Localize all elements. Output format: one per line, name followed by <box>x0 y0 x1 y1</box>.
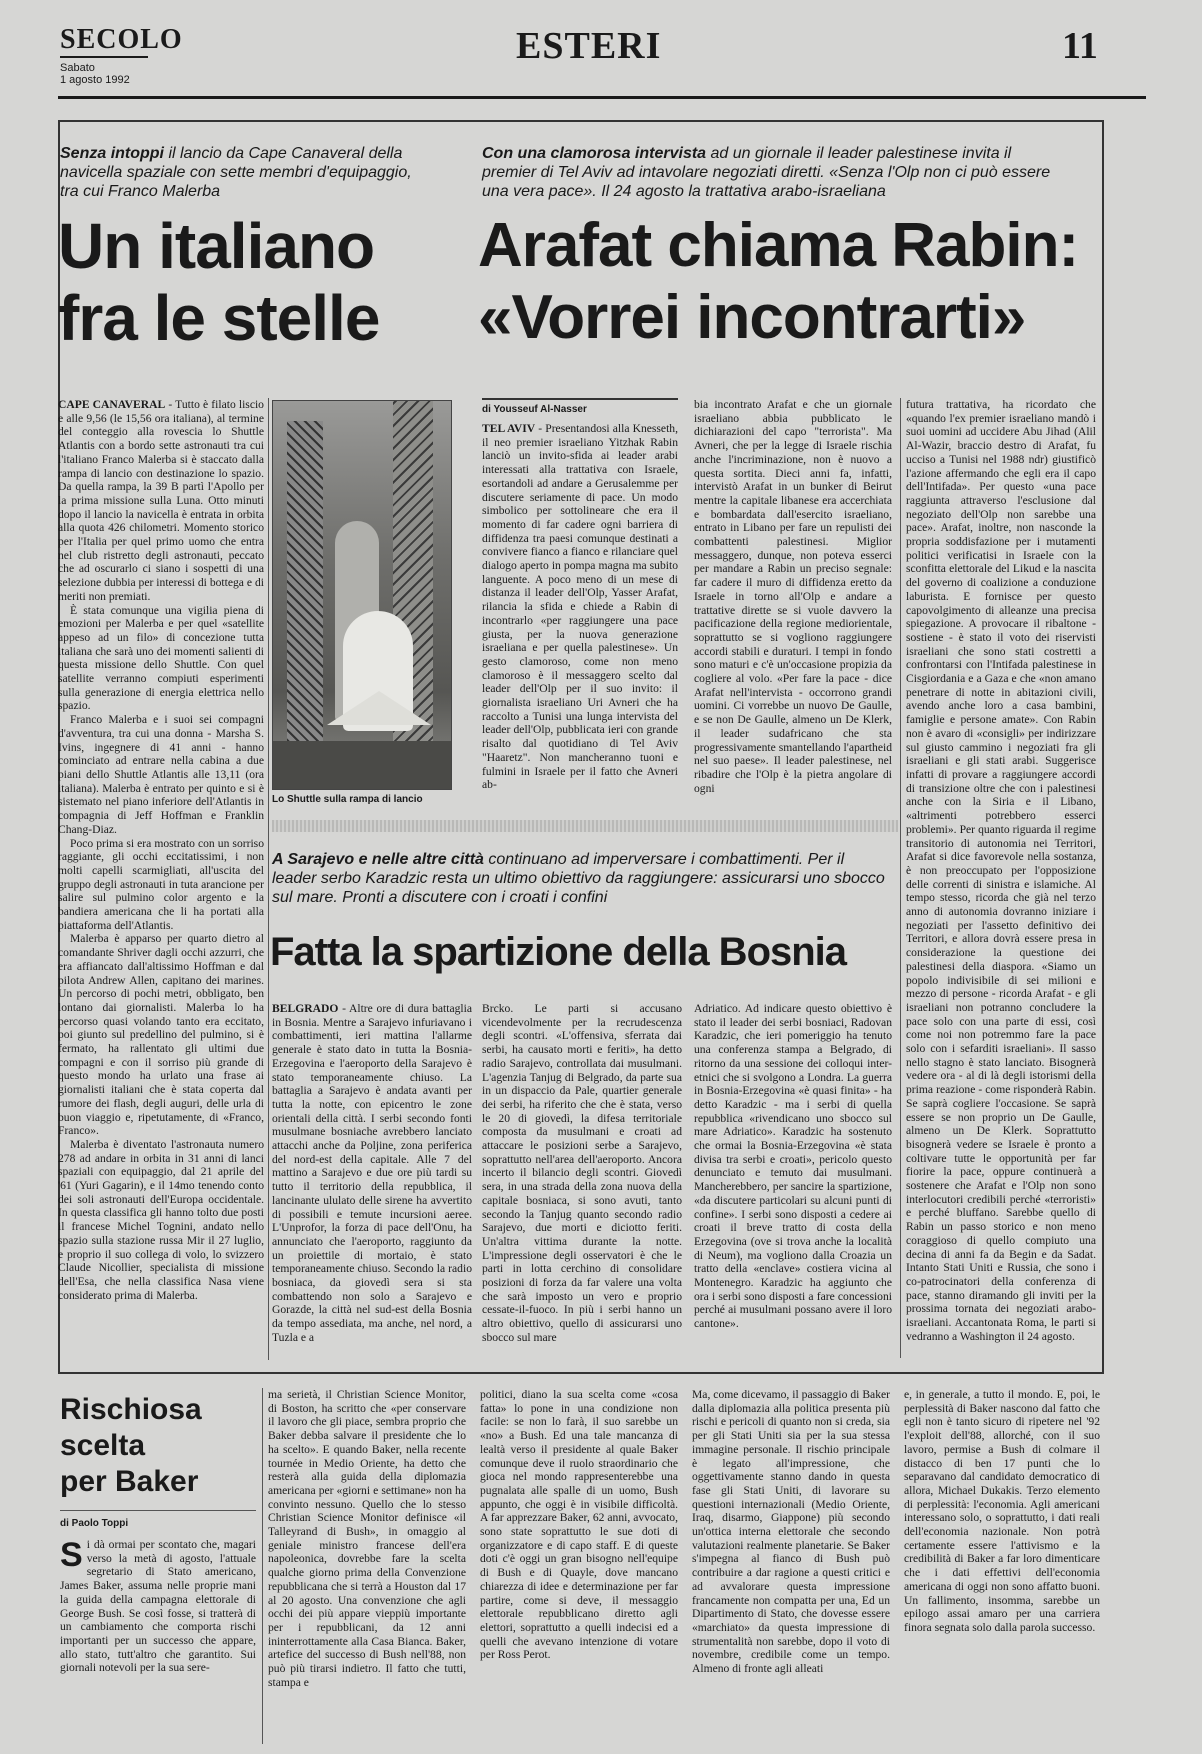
section-separator-bar <box>272 820 898 832</box>
bosnia-kicker-rest: continuano ad imperversare i combattimenti. Per il leader serbo Karadzic resta un ultimo obiettivo da raggiungere: assicurarsi uno sbocco sul mare. Pronti a discutere con i croati i confini <box>272 851 885 906</box>
launch-pad <box>273 741 452 790</box>
bosnia-column-1 <box>272 1002 472 1358</box>
italian-body-p3: Franco Malerba e i suoi sei compagni d'avventura, tra cui una donna - Marsha S. Ivins, ingegnere di 41 anni - hanno cominciato ad entrare nella cabina a due piani dello Shuttle Atlantis alle 13,11 (ora italiana). Malerba è entrato per quinto e si è sistemato nel piano inferiore dell'Atlantis in compagnia di Jeff Hoffman e Franklin Chang-Diaz. <box>58 713 264 836</box>
baker-column-4 <box>692 1388 890 1744</box>
baker-headline-line2: scelta <box>60 1429 146 1462</box>
bosnia-kicker-bold: A Sarajevo e nelle altre città <box>272 851 484 868</box>
baker-col2-text: ma serietà, il Christian Science Monitor, di Boston, ha scritto che «per conservare il lavoro che gli piace, sembra proprio che Baker debba salvare il presidente che lo ha scelto». E quando Baker, nella recente tournée in Medio Oriente, ha detto che resterà alla guida della diplomazia americana per «giorni e settimane» non ha convinto nessuno. Quello che lo stesso Christian Science Monitor definisce «il Talleyrand di Bush», in omaggio al geniale ministro francese dell'era napoleonica, dovrebbe fare la scelta qualche giorno prima della Convenzione repubblicana che si terrà a Houston dal 17 al 20 agosto. Una convenzione che agli occhi dei più appare vieppiù importante per i repubblicani, da 12 anni ininterrottamente alla Casa Bianca. Baker, artefice del successo di Bush nell'88, non può più tirarsi indietro. Il fatto che tutti, stampa e <box>268 1388 466 1689</box>
baker-col5-text: e, in generale, a tutto il mondo. E, poi, le perplessità di Baker nascono dal fatto che egli non è tanto sicuro di ripetere nel '92 l'exploit dell'88, allorché, con il suo lavoro, permise a Bush di colmare il distacco di ben 17 punti che lo separavano dal candidato democratico di allora, Michael Dukakis. Terzo elemento di perplessità: l'economia. Agli americani interessano solo, o soprattutto, i dati reali dell'economia nazionale. Non potrà certamente essere l'attivismo e la credibilità di Baker a far loro dimenticare che i dati effettivi dell'economia americana di oggi non sono affatto buoni. Un fallimento, insomma, sarebbe un epilogo assai amaro per una carriera finora segnata solo dalla parola successo. <box>904 1388 1100 1634</box>
baker-headline-line1: Rischiosa <box>60 1393 202 1426</box>
shuttle-photo <box>272 400 452 790</box>
arafat-col2-text: bia incontrato Arafat e che un giornale israeliano abbia pubblicato le dichiarazioni del capo "terrorista". Ma Avneri, che per la legge di Israele rischia anche l'incriminazione, non è nuovo a questa sortita. Dieci anni fa, infatti, intervistò Arafat in un bunker di Beirut mentre la capitale libanese era accerchiata e bombardata dall'esercito israeliano, entrato in Libano per fare un repulisti dei combattenti palestinesi. Miglior messaggero, dunque, non poteva esserci per mandare a Rabin un preciso segnale: far cadere il muro di diffidenza eretto da Israele in torno all'Olp e andare a trattative dirette se si vuole davvero la pacificazione della regione mediorientale, soprattutto se si vogliono raggiungere accordi stabili e duraturi. I tempi in fondo sono maturi e c'è un'occasione propizia da cogliere al volo. «Per fare la pace - dice Arafat nell'intervista - occorrono grandi uomini. Ci vorrebbe un nuovo De Gaulle, e se non De Gaulle, almeno un De Klerk, il leader sudafricano che sta progressivamente smantellando l'apartheid nel suo paese». Il leader palestinese, nel ribadire che l'Olp è la pietra angolare di ogni <box>694 398 892 795</box>
baker-headline-line3: per Baker <box>60 1465 199 1498</box>
page-number: 11 <box>1062 25 1098 67</box>
issue-day: Sabato <box>60 62 95 74</box>
baker-column-5 <box>904 1388 1100 1744</box>
issue-date-text: 1 agosto 1992 <box>60 74 130 86</box>
arafat-kicker-rest: ad un giornale il leader palestinese invita il premier di Tel Aviv ad intavolare negoziati diretti. «Senza l'Olp non ci può essere una vera pace». Il 24 agosto la trattativa arabo-israeliana <box>482 145 1051 200</box>
arafat-column-1 <box>482 422 678 812</box>
bosnia-dateline: BELGRADO <box>272 1002 339 1015</box>
bosnia-kicker <box>272 850 892 907</box>
bosnia-col3-text: Adriatico. Ad indicare questo obiettivo è stato il leader dei serbi bosniaci, Radovan Karadzic, che ieri pomeriggio ha tenuto una conferenza stampa a Belgrado, di ritorno da una sessione dei colloqui inter-etnici che si svolgono a Londra. La guerra in Bosnia-Erzegovina «è quasi finita» - ha detto Karadzic - ma i serbi di quella repubblica «rivendicano uno sbocco sul mare Adriatico». Karadzic ha sostenuto che ormai la Bosnia-Erzegovina «è stata divisa tra serbi e croati», pericolo questo denunciato e temuto dai musulmani. Mancherebbero, per sancire la spartizione, «da discutere particolari su alcuni punti di confine». I serbi sono disposti a cedere ai croati il breve tratto di costa della Erzegovina (ove si trova anche la località di Neum), ma vogliono dalla Croazia un tratto della «enclave» costiera vicina al Montenegro. Karadzic ha aggiunto che ora i serbi sono disposti a fare concessioni perché ai musulmani possano avere il loro cantone». <box>694 1002 892 1331</box>
arafat-kicker <box>482 144 1062 201</box>
italian-body-p6: Malerba è diventato l'astronauta numero 278 ad andare in orbita in 31 anni di lanci spaziali con equipaggio, dal 21 aprile del '61 (Yuri Gagarin), e il 14mo tenendo conto dei soli astronauti dell'Europa occidentale. In questa classifica gli hanno tolto due posti il francese Michel Tognini, andato nello spazio sulla stazione russa Mir il 27 luglio, e proprio il suo collega di volo, lo svizzero Claude Nicollier, specialista di missione dell'Esa, che nella classifica Nasa viene considerato prima di Malerba. <box>58 1137 264 1302</box>
baker-col3-text: politici, diano la sua scelta come «cosa fatta» lo pone in una condizione non facile: se non lo farà, il suo sarebbe un «no» a Bush. Ed una tale mancanza di lealtà verso il presidente al quale Baker comunque deve il ruolo straordinario che gioca nel mondo rappresenterebbe una pugnalata alle spalle di un uomo, Bush appunto, che oggi è in visibile difficoltà. A far apprezzare Baker, 62 anni, avvocato, sono state soprattutto le sue doti di organizzatore e di capo staff. E di queste doti c'è oggi un gran bisogno nell'equipe di Bush e di Quayle, dove mancano chiarezza di idee e determinazione per far partire, come si deve, il messaggio elettorale repubblicano diretto agli elettori, soprattutto a quelli indecisi ed a quelli che avevano intenzione di votare per Ross Perot. <box>480 1388 678 1662</box>
bosnia-col1-text: - Altre ore di dura battaglia in Bosnia. Mentre a Sarajevo infuriavano i combattimenti, ieri mattina l'allarme generale è stato dato in tutta la Bosnia-Erzegovina e l'aeroporto della Sarajevo è stato temporaneamente chiuso. La battaglia a Sarajevo è andata avanti per tutta la notte, con epicentro le zone orientali della città. I serbi secondo fonti musulmane bosniache avrebbero lanciato attacchi anche da Poljine, zona periferica del nord-est della capitale. Alle 7 del mattino a Sarajevo e due ore più tardi su tutto il territorio della repubblica, il lancinante ululato delle sirene ha avvertito di possibili e temute incursioni aeree. L'Unprofor, la forza di pace dell'Onu, ha annunciato che l'aeroporto, raggiunto da un proiettile di mortaio, è stato temporaneamente chiuso. Secondo la radio bosniaca, da giovedì sera si sta combattendo non solo a Sarajevo e Gorazde, la città nel sud-est della Bosnia da tempo assediata, ma anche, nel nord, a Tuzla e a <box>272 1002 472 1344</box>
launch-tower <box>287 421 323 761</box>
arafat-byline-rule <box>482 398 678 400</box>
italian-body-p5: Malerba è apparso per quarto dietro al comandante Shriver dagli occhi azzurri, che era affiancato dall'altissimo Hoffman e dal pilota Andrew Allen, capitano dei marines. Un percorso di pochi metri, obbligato, ben lontano dai giornalisti. Malerba lo ha percorso quasi volando tanto era eccitato, poi giunto sul predellino del pulmino, si è fermato, ha rallentato gli ultimi due compagni e con il sorriso più grande di questo mondo ha urlato una frase ai giornalisti italiani che è stata coperta dal rumore dei flash, degli auguri, delle urla di buon viaggio e, ripetutamente, di «Franco, Franco». <box>58 932 264 1138</box>
arafat-byline: di Yousseuf Al-Nasser <box>482 404 587 415</box>
baker-byline-rule <box>60 1510 256 1511</box>
arafat-column-2 <box>694 398 892 812</box>
italian-headline <box>58 210 438 354</box>
arafat-column-3 <box>906 398 1096 1358</box>
baker-column-2 <box>268 1388 466 1744</box>
arafat-headline <box>478 210 1098 354</box>
baker-column-divider <box>262 1388 263 1744</box>
italian-kicker-bold: Senza intoppi <box>60 145 164 162</box>
bosnia-headline: Fatta la spartizione della Bosnia <box>270 930 847 974</box>
bosnia-column-3 <box>694 1002 892 1358</box>
baker-column-3 <box>480 1388 678 1744</box>
baker-byline: di Paolo Toppi <box>60 1518 129 1529</box>
arafat-headline-line1: Arafat chiama Rabin: <box>478 211 1079 280</box>
italian-headline-line1: Un italiano <box>58 210 375 282</box>
baker-dropcap: S <box>60 1538 83 1574</box>
italian-headline-line2: fra le stelle <box>58 282 380 354</box>
arafat-column-divider <box>900 398 901 1358</box>
issue-date <box>60 62 130 86</box>
italian-kicker-rest: il lancio da Cape Canaveral della navicella spaziale con sette membri d'equipaggio, tra cui Franco Malerba <box>60 145 412 200</box>
bosnia-column-2 <box>482 1002 682 1358</box>
logo-underline <box>60 56 148 58</box>
arafat-col3-text: futura trattativa, ha ricordato che «quando l'ex premier israeliano mandò i suoi uomini ad uccidere Abu Jihad (Alil Al-Wazir, braccio destro di Arafat, fu ucciso a Tunisi nel 1988 ndr) giustificò l'azione affermando che egli era il capo dell'Intifada». Per questo «una pace raggiunta attraverso l'esclusione dal negoziato dell'Olp non sarebbe una pace». Arafat, inoltre, non nasconde la propria soddisfazione per i mutamenti politici verificatisi in Israele con la sconfitta elettorale del Likud e la nascita del governo di coalizione a conduzione laburista. E fornisce per questo capovolgimento di alleanze una precisa spiegazione. A provocare il ribaltone - sostiene - è stato il voto dei riservisti israeliani che sono stati costretti a confrontarsi con l'Intifada palestinese in Cisgiordania e a Gaza e che «non amano penetrare di notte in abitazioni civili, avendo anche loro a casa bambini, famiglie e persone amate». Con Rabin non è avaro di «consigli» per indirizzare sul giusto cammino i negoziati fra gli israeliani e gli stati arabi. Suggerisce infatti di provare a raggiungere accordi di transizione oltre che con i palestinesi anche con la Siria e il Libano, «altrimenti potrebbero esserci problemi». Per quanto riguarda il regime transitorio di autonomia nei Territori, Arafat si dice favorevole nella sostanza, è non preoccupato per l'opposizione delle correnti di sinistra e islamiche. Al tempo stesso, ricorda che già nel terzo anno di autonomia dovranno iniziare i negoziati per l'assetto definitivo dei Territori, e allora dovrà essere presa in considerazione la questione dei palestinesi della diaspora. «Siamo un popolo indivisibile di sei milioni e mezzo di persone - ricorda Arafat - e gli israeliani non potranno concludere la pace solo con una parte di essi, così come noi non potremmo fare la pace solo con i sefarditi israeliani». Il sasso nello stagno è stato lanciato. Bisognerà vedere ora - al di là degli istorismi della prima reazione - come risponderà Rabin. Se saprà cogliere l'occasione. Se saprà essere se non proprio un De Gaulle, almeno un De Klerk. Soprattutto bisognerà vedere se Israele è pronto a coltivare tutte le opportunità per far fiorire la pace, oppure continuerà a sostenere che Arafat e l'Olp non sono interlocutori credibili perché «terroristi» e perché bluffano. Sarebbe quello di Rabin un passo storico e non meno coraggioso di quello compiuto una decina di anni fa da Begin e da Sadat. Intanto Stati Uniti e Russia, che sono i co-patrocinatori della conferenza di pace, stanno diramando gli inviti per la prossima tornata dei negoziati arabo-israeliani. Accantonata Roma, le parti si vedranno a Washington il 24 agosto. <box>906 398 1096 1343</box>
baker-col1-text: i dà ormai per scontato che, magari verso la metà di agosto, l'attuale segretario di Stato americano, James Baker, assuma nelle proprie mani la guida della campagna elettorale di George Bush. Se così fosse, si tratterà di un cambiamento che comporta rischi importanti per un successo che appare, allo stato, tutt'altro che garantito. Sui giornali notevoli per la sua sere- <box>60 1538 256 1675</box>
baker-headline <box>60 1392 260 1500</box>
photo-caption: Lo Shuttle sulla rampa di lancio <box>272 794 423 805</box>
bosnia-col2-text: Brcko. Le parti si accusano vicendevolmente per la recrudescenza degli scontri. «L'offensiva, sferrata dai serbi, ha causato morti e feriti», ha detto radio Sarajevo, controllata dai musulmani. L'agenzia Tanjug di Belgrado, da parte sua in un dispaccio da Pale, quartier generale dei serbi, ha riferito che che è stata, verso le 20 di giovedì, la difesa territoriale composta da musulmani e croati ad attaccare le posizioni serbe a Sarajevo, soprattutto nell'area dell'aeroporto. Ancora incerto il bilancio degli scontri. Giovedì sera, in una strada della zona nuova della capitale bosniaca, si sono avuti, tanto secondo la Tanjug quanto secondo radio Sarajevo, due morti e diciotto feriti. Un'altra vittima durante la notte. L'impressione degli osservatori è che le parti in lotta cerchino di consolidare posizioni di forza da far valere una volta che sarà imposto un vero e proprio cessate-il-fuoco. In più i serbi hanno un altro obiettivo, quello di assicurarsi uno sbocco sul mare <box>482 1002 682 1344</box>
masthead-rule <box>58 96 1146 99</box>
italian-dateline: CAPE CANAVERAL <box>58 398 166 411</box>
baker-col4-text: Ma, come dicevamo, il passaggio di Baker dalla diplomazia alla politica presenta più rischi e pericoli di quanto non si creda, sia per gli Stati Uniti sia per la sua stessa immagine personale. Il rischio principale è legato all'impressione, che oggettivamente stanno dando in questa fase gli Stati Uniti, di lavorare su questioni internazionali (Medio Oriente, Iraq, disarmo, Giappone) più secondo un'ottica interna elettorale che secondo valutazioni realmente planetarie. Se Baker s'impegna al fianco di Bush può contribuire a dar ragione a questi critici e ad avvalorare questa impressione francamente non compatta per una, Ed un Dipartimento di Stato, che dovesse essere «marchiato» da questa impressione di strumentalità non sarebbe, dopo il voto di novembre, credibile come un tempo. Almeno di fronte agli alleati <box>692 1388 890 1676</box>
italian-body-p1: - Tutto è filato liscio e alle 9,56 (le 15,56 ora italiana), al termine del conteggio alla rovescia lo Shuttle Atlantis con a bordo sette astronauti tra cui l'italiano Franco Malerba si è staccato dalla rampa di lancio con destinazione lo spazio. Da quella rampa, la 39 B partì l'Apollo per la prima missione sulla Luna. Otto minuti dopo il lancio la navicella è entrata in orbita alla quota 426 chilometri. Momento storico per l'Italia per quel primo uomo che entra nel club ristretto degli astronauti, peccato che ad oscurarlo ci siano i sospetti di una selezione dubbia per interessi di bottega e di meriti non premiati. <box>58 398 264 603</box>
arafat-kicker-bold: Con una clamorosa intervista <box>482 145 707 162</box>
arafat-dateline: TEL AVIV <box>482 422 536 435</box>
italian-kicker <box>60 144 420 201</box>
arafat-col1-text: - Presentandosi alla Knesseth, il neo premier israeliano Yitzhak Rabin lanciò un invito-sfida ai leader arabi interessati alla trattativa con Israele, esortandoli ad andare a Gerusalemme per discutere seriamente di pace. Un modo simbolico per sottolineare che era il momento di far cadere ogni barriera di diffidenza tra paesi comunque destinati a convivere fianco a fianco e rilanciare quel dialogo aperto in pompa magna ma subito languente. A poco meno di un mese di distanza il leader dell'Olp, Yasser Arafat, rilancia la sfida e chiede a Rabin di incontrarlo «per raggiungere una pace giusta, per la nuova generazione israeliana e per quella palestinese». Un gesto clamoroso, come non meno clamoroso è il messaggero scelto dal leader dell'Olp per il suo invito: il giornalista israeliano Uri Avneri che ha raccolto a Tunisi una lunga intervista del leader dell'Olp, pubblicata ieri con grande risalto dal quotidiano di Tel Aviv "Haaretz". Non mancheranno tuoni e fulmini in Israele per il fatto che Avneri ab- <box>482 422 678 792</box>
italian-body-p4: Poco prima si era mostrato con un sorriso raggiante, gli occhi eccitatissimi, i non molti capelli scarmigliati, all'uscita del gruppo degli astronauti in tuta arancione per salire sul pulmino color argento e la bandiera americana che li ha portati alla piattaforma dell'Atlantis. <box>58 836 264 932</box>
italian-body-p2: È stata comunque una vigilia piena di emozioni per Malerba e per quel «satellite appeso ad un filo» di concezione tutta italiana che sarà uno dei momenti salienti di questa missione dello Shuttle. Con quel satellite verranno compiuti esperimenti sulla generazione di energia elettrica nello spazio. <box>58 603 264 713</box>
italian-body-column <box>58 398 264 1360</box>
newspaper-logo: SECOLO <box>60 24 183 55</box>
baker-column-1 <box>60 1538 256 1738</box>
column-divider <box>268 398 269 1360</box>
section-title: ESTERI <box>516 25 662 67</box>
arafat-headline-line2: «Vorrei incontrarti» <box>478 283 1026 352</box>
